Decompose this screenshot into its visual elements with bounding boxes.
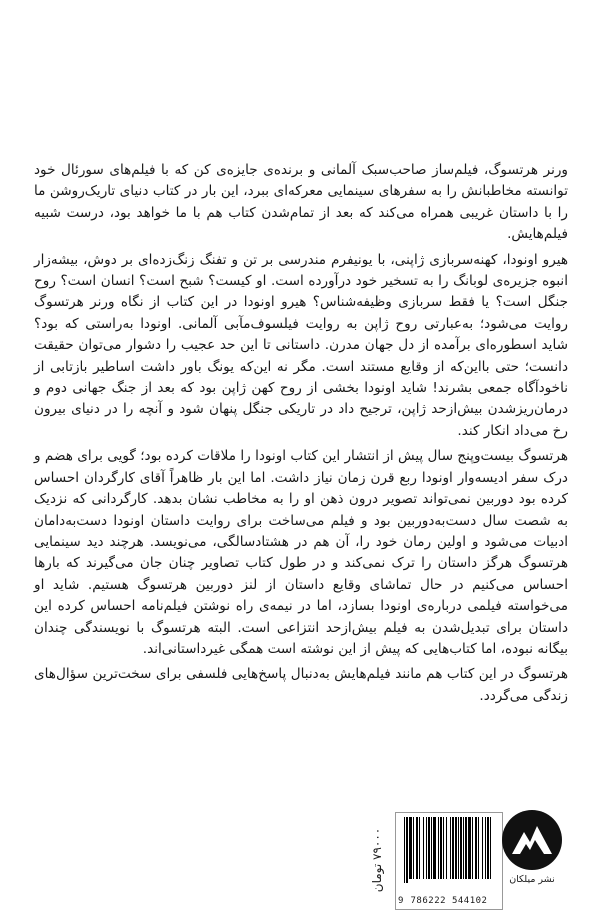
- barcode-bar: [478, 817, 479, 879]
- barcode-bar: [458, 817, 459, 879]
- barcode-bar: [485, 817, 486, 879]
- barcode-bar: [468, 817, 471, 879]
- barcode-bar: [446, 817, 447, 879]
- barcode-bar: [482, 817, 483, 879]
- price-text: ۷۹۰۰۰ تومان: [370, 827, 385, 893]
- barcode-bar: [450, 817, 451, 879]
- barcode-bar: [419, 817, 420, 879]
- barcode-bar: [426, 817, 427, 879]
- barcode-bar: [452, 817, 454, 879]
- barcode-bar: [472, 817, 473, 879]
- barcode-bar: [460, 817, 462, 879]
- isbn-barcode: [395, 812, 503, 910]
- barcode-bar: [465, 817, 467, 879]
- barcode-bar: [490, 817, 491, 879]
- barcode-bar: [463, 817, 464, 879]
- barcode-bar: [440, 817, 442, 879]
- barcode-bar: [428, 817, 430, 879]
- barcode-bar: [475, 817, 477, 879]
- barcode-bar: [455, 817, 457, 879]
- paragraph-closing: هرتسوگ در این کتاب هم مانند فیلم‌هایش به‌دنبال پاسخ‌هایی فلسفی برای سخت‌ترین سؤال‌های زندگی می‌گردد.: [34, 666, 568, 704]
- barcode-bar: [416, 817, 418, 879]
- publisher-name: نشر میلکان: [509, 874, 555, 885]
- paragraph-intro: ورنر هرتسوگ، فیلم‌ساز صاحب‌سبک آلمانی و برنده‌ی جایزه‌ی کن که با فیلم‌های سورئال خود توانسته مخاطبانش را به سفرهای سینمایی معرکه‌ای ببرد، این بار در کتاب دنیای تاریک‌روشن ما را با داستان غریبی همراه می‌کند که بعد از تمام‌شدن کتاب هم با ما خواهد بود، درست شبیه فیلم‌هایش.: [34, 162, 568, 243]
- price-label: [364, 818, 390, 902]
- barcode-bar: [433, 817, 436, 879]
- barcode-prefix: 9: [398, 896, 404, 906]
- barcode-bar: [438, 817, 439, 879]
- barcode-bar: [404, 817, 405, 883]
- barcode-bars: [400, 817, 496, 883]
- barcode-bar: [443, 817, 444, 879]
- back-cover-blurb: [34, 160, 568, 711]
- barcode-number: 786222 544102: [410, 896, 488, 906]
- paragraph-herzog: هرتسوگ بیست‌وپنج سال پیش از انتشار این کتاب اونودا را ملاقات کرده بود؛ گویی برای هضم و درک سفر ادیسه‌وار اونودا ربع قرن زمان نیاز داشت. اما این بار ظاهراً آقای کارگردان احساس کرده بود دوربین نمی‌تواند تصویر درون ذهن او را به مخاطب نشان بدهد. کارگردانی که نزدیک به شصت سال دست‌به‌دوربین بود و فیلم می‌ساخت برای روایت داستان اونودا دست‌به‌دامان ادبیات می‌شود و اولین رمان خود را، آن هم در هشتادسالگی، می‌نویسد. هرچند دید سینمایی هرتسوگ هرگز داستان را ترک نمی‌کند و در طول کتاب تصاویر چنان جان می‌گیرند که بارها احساس می‌کنیم در حال تماشای وقایع داستان از لنز دوربین هرتسوگ هستیم. شاید او می‌خواسته فیلمی درباره‌ی اونودا بسازد، اما در نیمه‌ی راه نوشتن فیلم‌نامه احساس کرده این داستان برای تبدیل‌شدن به فیلم بیش‌از‌حد انتزاعی است. البته هرتسوگ با نویسندگی چندان بیگانه نبوده، اما کتاب‌هایی که پیش از این نوشته است همگی غیرداستانی‌اند.: [34, 448, 568, 657]
- barcode-bar: [431, 817, 432, 879]
- barcode-bar: [423, 817, 424, 879]
- barcode-bar: [409, 817, 412, 879]
- barcode-bar: [406, 817, 408, 883]
- barcode-bar: [487, 817, 489, 879]
- publisher-logo-icon: [500, 808, 564, 872]
- barcode-bar: [413, 817, 414, 879]
- paragraph-onoda: هیرو اونودا، کهنه‌سربازی ژاپنی، با یونیفرم مندرسی بر تن و تفنگ زنگ‌زده‌ای بر دوش، بیشه‌زار انبوه جزیره‌ی لوبانگ را به تسخیر خود درآورده است. او کیست؟ شبح است؟ انسان است؟ روح جنگل است؟ یا فقط سربازی وظیفه‌شناس؟ هیرو اونودا در این کتاب از نگاه ورنر هرتسوگ روایت می‌شود؛ به‌عبارتی روح ژاپن به روایت فیلسوف‌مآبی آلمانی. اونودا به‌راستی که بود؟ شاید اسطوره‌ای برآمده از دل جهان مدرن. داستانی تا این حد عجیب را دشوار می‌توان حقیقت دانست؛ حتی با‌این‌که از وقایع مستند است. مگر نه این‌که یونگ باور داشت اساطیر بازتابی از ناخودآگاه جمعی بشرند! شاید اونودا بخشی از روح کهن ژاپن بود که بعد از جنگ جهانی دوم و درمان‌ریزشدن بیش‌از‌حد ژاپن، ترجیح داد در تاریکی جنگل پنهان شود و آنچه را در دنیای بیرون رخ می‌داد انکار کند.: [34, 251, 568, 439]
